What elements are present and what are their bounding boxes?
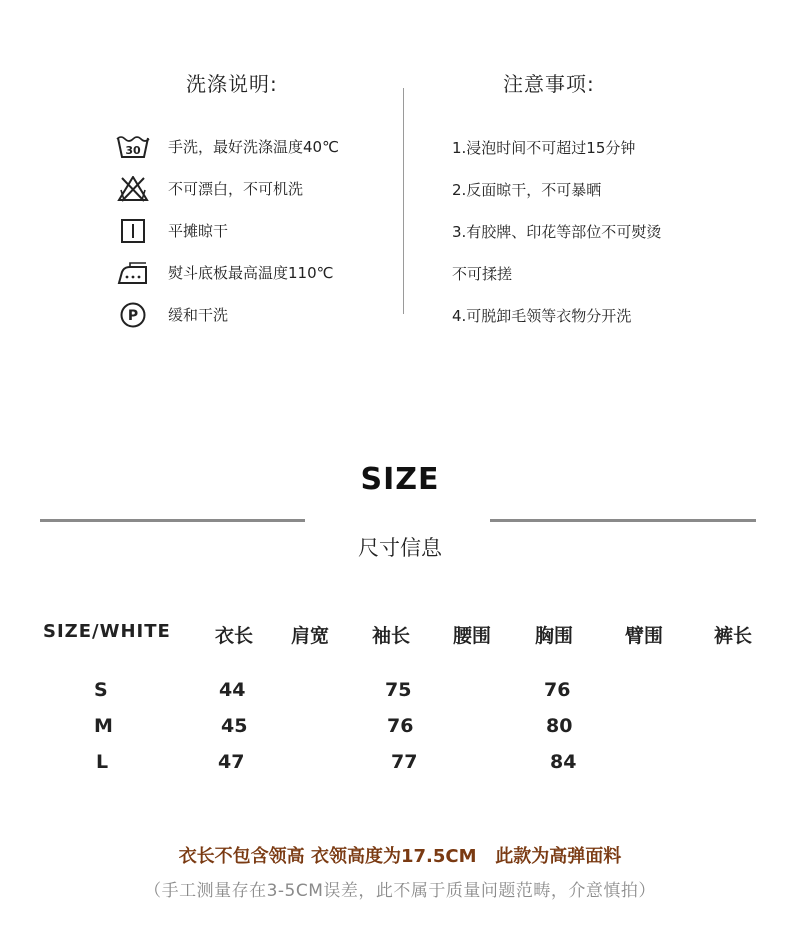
row-chest: 76 <box>544 679 571 701</box>
size-subtitle: 尺寸信息 <box>358 536 442 560</box>
row-sleeve: 76 <box>387 715 414 737</box>
care-title: 洗涤说明: <box>186 72 278 96</box>
no-bleach-no-machine-wash-icon <box>116 176 150 202</box>
header-arm: 臂围 <box>625 625 664 647</box>
fabric-note: 衣长不包含领高 衣领高度为17.5CM 此款为高弹面料 <box>178 846 622 867</box>
header-shoulder: 肩宽 <box>291 625 330 647</box>
row-length: 47 <box>218 751 245 773</box>
hand-wash-icon-label: 30 <box>125 144 141 157</box>
dry-clean-p-icon <box>116 302 150 328</box>
row-length: 44 <box>219 679 246 701</box>
care-text: 熨斗底板最高温度110℃ <box>168 264 334 282</box>
row-sleeve: 77 <box>391 751 418 773</box>
header-length: 衣长 <box>215 625 254 647</box>
note-item: 3.有胶牌、印花等部位不可熨烫 <box>452 223 662 241</box>
note-item: 2.反面晾干，不可暴晒 <box>452 181 602 199</box>
size-heading: SIZE <box>360 462 440 497</box>
row-chest: 80 <box>546 715 573 737</box>
care-text: 缓和干洗 <box>168 306 229 324</box>
measurement-disclaimer: （手工测量存在3-5CM误差，此不属于质量问题范畴，介意慎拍） <box>144 881 656 901</box>
care-text: 平摊晾干 <box>168 222 229 240</box>
dry-flat-icon <box>116 218 150 244</box>
header-sleeve: 袖长 <box>372 625 411 647</box>
iron-icon <box>116 260 150 286</box>
row-sleeve: 75 <box>385 679 412 701</box>
care-text: 不可漂白，不可机洗 <box>168 180 304 198</box>
row-length: 45 <box>221 715 248 737</box>
divider-left <box>40 519 305 522</box>
header-waist: 腰围 <box>453 625 492 647</box>
care-text: 手洗，最好洗涤温度40℃ <box>168 138 339 156</box>
dry-clean-icon-label: P <box>127 308 139 324</box>
column-divider <box>403 88 404 314</box>
note-item: 4.可脱卸毛领等衣物分开洗 <box>452 307 632 325</box>
header-pants-length: 裤长 <box>714 625 753 647</box>
note-item: 1.浸泡时间不可超过15分钟 <box>452 139 636 157</box>
header-chest: 胸围 <box>535 625 574 647</box>
divider-right <box>490 519 756 522</box>
notes-title: 注意事项: <box>503 72 595 96</box>
row-size: L <box>96 751 109 773</box>
row-size: M <box>94 715 113 737</box>
note-item: 不可揉搓 <box>452 265 513 283</box>
row-size: S <box>94 679 108 701</box>
hand-wash-30-icon <box>116 134 150 160</box>
header-size: SIZE/WHITE <box>43 621 171 642</box>
row-chest: 84 <box>550 751 577 773</box>
